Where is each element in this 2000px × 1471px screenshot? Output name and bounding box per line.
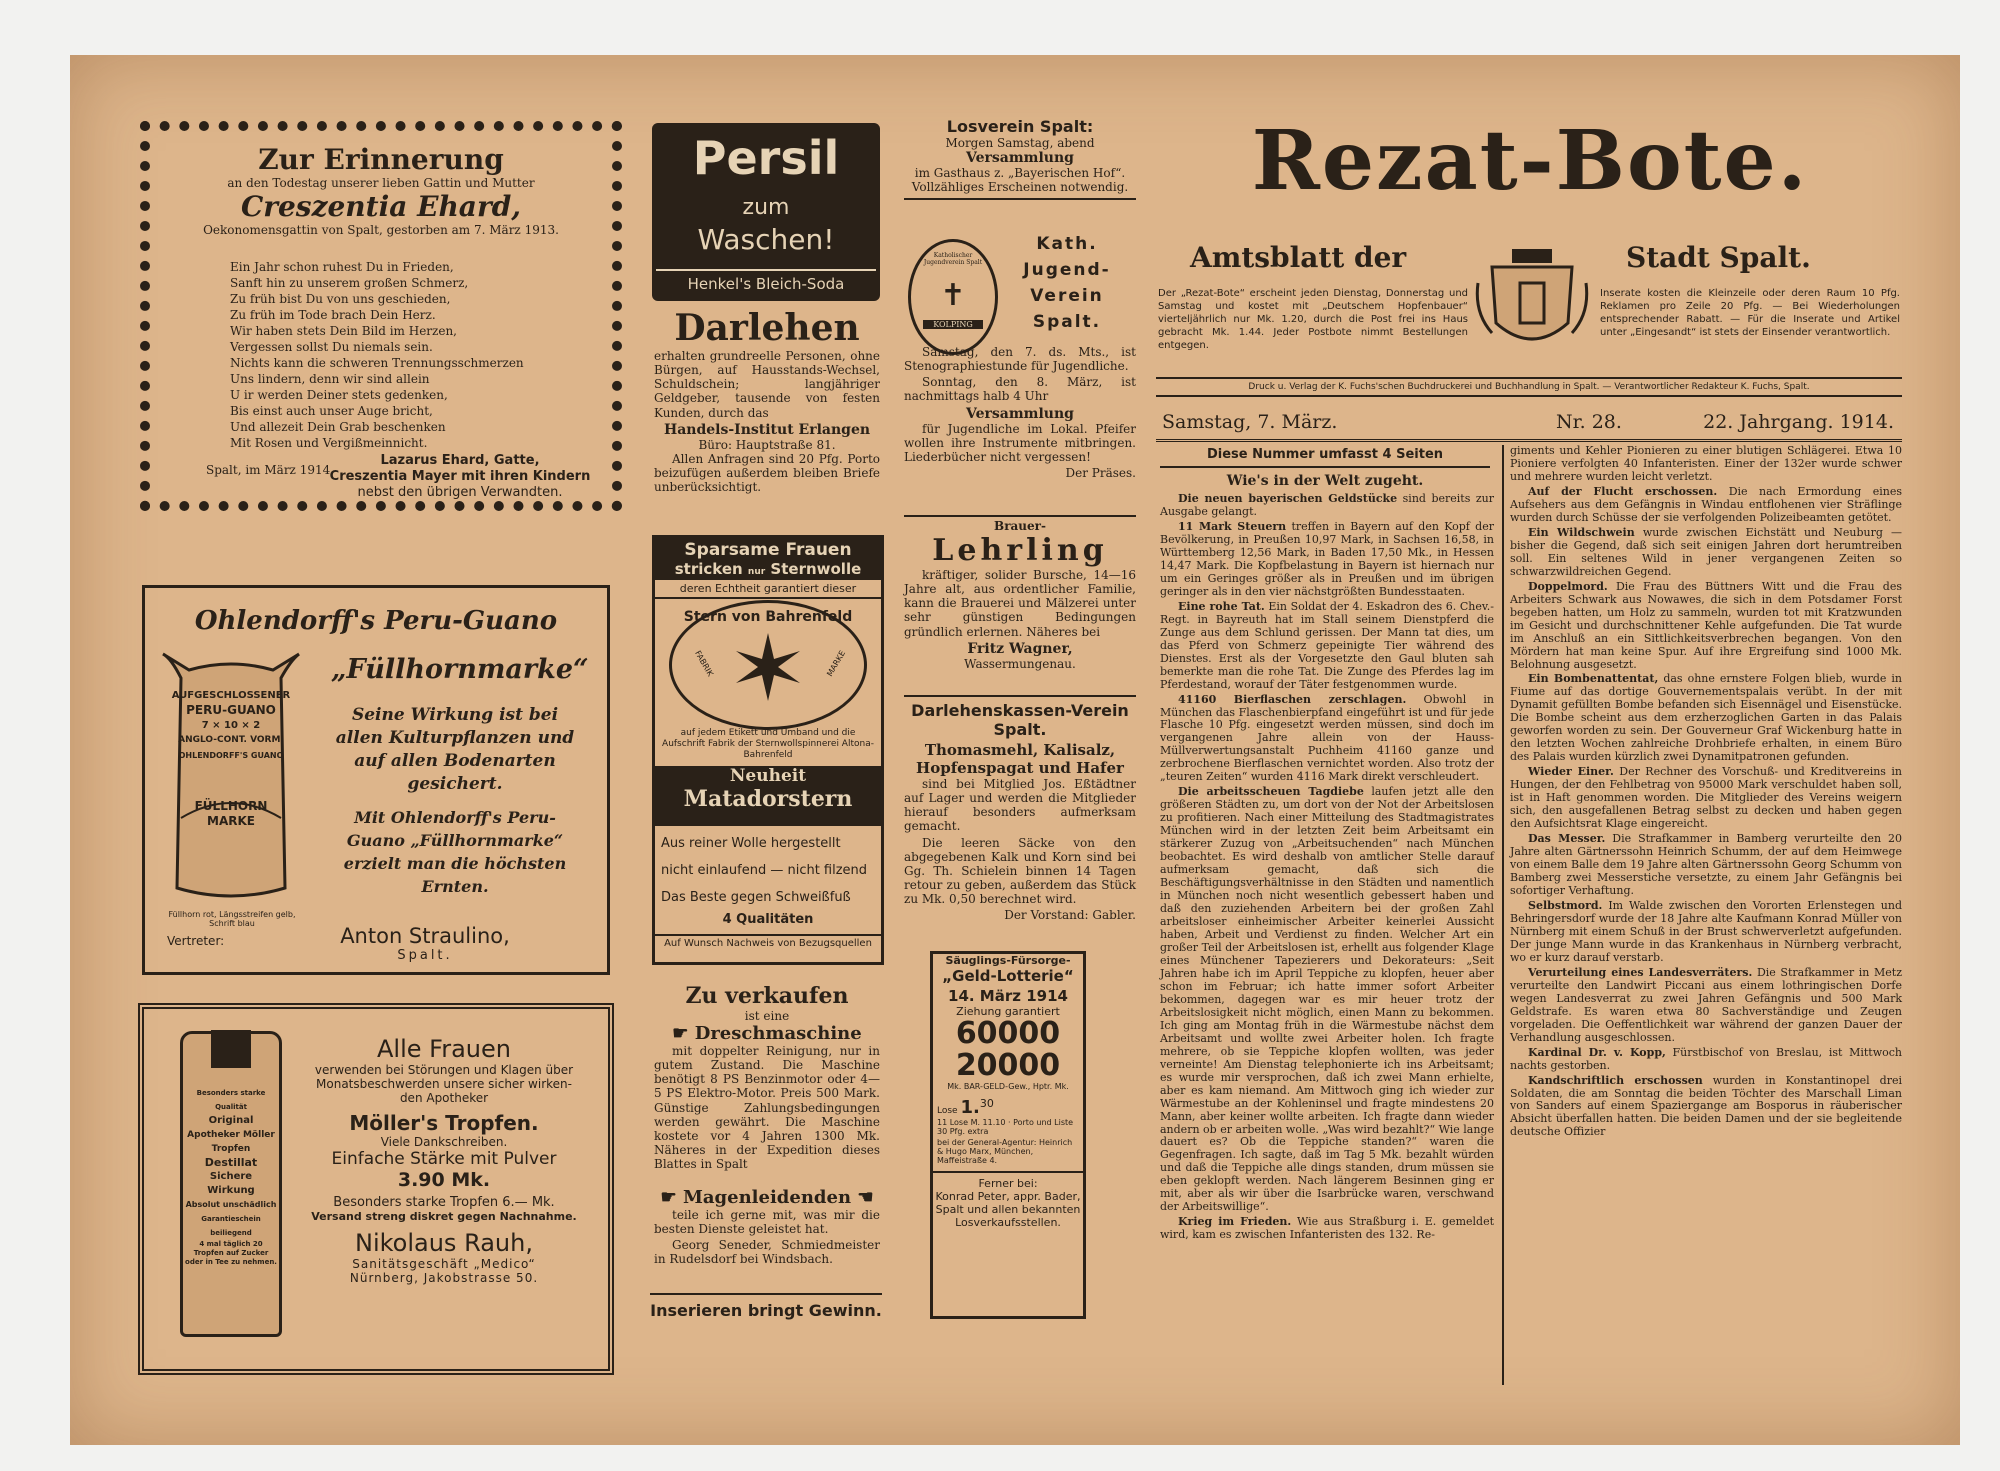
star-right: MARKE bbox=[825, 649, 848, 678]
bag-label: 7 × 10 × 2 bbox=[201, 720, 261, 731]
bottle-label: Besonders starke Qualität bbox=[196, 1089, 266, 1111]
magen-text: teile ich gerne mit, was mir die besten Dienste geleistet hat. bbox=[654, 1208, 880, 1237]
sternwolle-feature: nicht einlaufend — nicht filzend bbox=[661, 863, 868, 878]
pointing-hand-icon: ☚ bbox=[857, 1187, 874, 1208]
news-head: Verurteilung eines Landesverräters. bbox=[1528, 965, 1753, 979]
news-item bbox=[1510, 581, 1902, 672]
persil-line-2: Waschen! bbox=[697, 223, 835, 256]
memorial-notice bbox=[140, 121, 622, 511]
magen-title: Magenleidenden bbox=[682, 1187, 852, 1208]
lotterie-lose-price: 1. bbox=[960, 1097, 980, 1118]
frauen-simple: Einfache Stärke mit Pulver bbox=[331, 1149, 557, 1169]
memorial-sign-3: nebst den übrigen Verwandten. bbox=[357, 485, 563, 500]
losverein-notice bbox=[904, 117, 1136, 200]
news-text: Die nach Ermordung eines Aufsehers aus dem Gefängnis in Windau entflohenen vier Sträflinge wurden durch Schüsse der sie verfolgenden Polizeibeamten getötet. bbox=[1510, 484, 1903, 524]
news-text: treffen in Bayern auf den Kopf der Bevölkerung, in Preußen 10,97 Mark, in Sachsen 16,58, in Württemberg 12,56 Mark, in Baden 17,50 Mk., in Hessen 14,47 Mark. Die Kopfbelastung in Bayern ist hiernach nur um ein Geringes größer als in Preußen und im übrigen geringer als in den vier nächstgrößten Bundesstaaten. bbox=[1160, 519, 1494, 598]
issue-date: Samstag, 7. März. bbox=[1162, 411, 1338, 433]
verkaufen-title: Zu verkaufen bbox=[685, 983, 849, 1009]
bottle-label: Apotheker Möller Tropfen bbox=[187, 1130, 275, 1154]
news-text: Die Strafkammer in Bamberg verurteilte den 20 Jahre alten Gärtnerssohn Heinrich Schumm, der auf dem Heimwege von einem Balle dem 19 Jahre alten Gärtnerssohn Georg Schumm von Bamberg zwei Messerstiche versetzte, zu einem Jahr Gefängnis bei sofortiger Verhaftung. bbox=[1510, 832, 1902, 897]
darlehen-title: Darlehen bbox=[674, 307, 860, 349]
inserieren-slogan: Inserieren bringt Gewinn. bbox=[650, 1293, 882, 1320]
lotterie-ferner: Ferner bei: bbox=[978, 1177, 1038, 1190]
masthead-info-left: Der „Rezat-Bote“ erscheint jeden Dienstag, Donnerstag und Samstag und kostet mit „Deutschem Hopfenbauer“ vierteljährlich nur Mk. 1.20, durch die Post frei ins Haus gebracht Mk. 1.44. Jeder Postbote nimmt Bestellungen entgegen. bbox=[1158, 288, 1468, 351]
persil-ad bbox=[652, 123, 880, 301]
jugend-text-3: für Jugendliche im Lokal. Pfeifer wollen ihre Instrumente mitbringen. Liederbücher nicht vergessen! bbox=[904, 421, 1136, 464]
news-item bbox=[1510, 1075, 1902, 1140]
bag-label: ANGLO-CONT. VORM. bbox=[178, 735, 284, 745]
guano-rep-label: Vertreter: bbox=[167, 934, 225, 948]
bottle-label: 4 mal täglich 20 Tropfen auf Zucker oder in Tee zu nehmen. bbox=[185, 1240, 277, 1266]
sternwolle-feature: Das Beste gegen Schweißfuß bbox=[661, 890, 851, 905]
lotterie-lose-label: Lose bbox=[937, 1106, 958, 1116]
sternwolle-matador: Matadorstern bbox=[683, 786, 853, 812]
poem-line: Sanft hin zu unserem großen Schmerz, bbox=[230, 276, 469, 290]
lehrling-name: Fritz Wagner, bbox=[967, 640, 1073, 657]
news-head: Die arbeitsscheuen Tagdiebe bbox=[1178, 785, 1364, 799]
guano-rep-name: Anton Straulino, bbox=[340, 924, 510, 948]
bag-label: MARKE bbox=[207, 814, 255, 828]
news-head: Eine rohe Tat. bbox=[1178, 599, 1265, 613]
poem-line: Vergessen sollst Du niemals sein. bbox=[230, 340, 433, 354]
poem-line: Mit Rosen und Vergißmeinnicht. bbox=[230, 436, 428, 450]
news-item bbox=[1510, 900, 1902, 965]
darlehen-institute: Handels-Institut Erlangen bbox=[663, 421, 871, 438]
news-head: Das Messer. bbox=[1528, 832, 1606, 846]
guano-rep-place: Spalt. bbox=[397, 948, 453, 963]
lehrling-pre: Brauer- bbox=[994, 519, 1046, 533]
news-head: 11 Mark Steuern bbox=[1178, 519, 1287, 533]
masthead-subtitle-right: Stadt Spalt. bbox=[1626, 241, 1811, 274]
news-column-1 bbox=[1160, 493, 1494, 1244]
persil-maker: Henkel's Bleich-Soda bbox=[656, 269, 876, 293]
poem-line: Wir haben stets Dein Bild im Herzen, bbox=[230, 324, 457, 338]
darlehen-office: Büro: Hauptstraße 81. bbox=[698, 437, 836, 452]
guano-text-2: Mit Ohlendorff's Peru-Guano „Füllhornmarke“ erzielt man die höchsten Ernten. bbox=[343, 808, 567, 896]
news-text: Die Frau des Büttners Witt und die Frau des Arbeiters Schwark aus Nowawes, die sich in dem Potsdamer Forst begeben hatten, um Holz zu sammeln, wurden tot mit Kratzwunden im Gesicht und durchschnittener Kehle aufgefunden. Die Tat wurde im Anschluß an ein Sittlichkeitsverbrechen begangen. Von den Mördern hat man keine Spur. Auf ihre Ergreifung sind 1000 Mk. Belohnung ausgesetzt. bbox=[1510, 579, 1903, 671]
frauen-title: Alle Frauen bbox=[377, 1035, 511, 1063]
news-item bbox=[1510, 673, 1902, 764]
poem-line: Zu früh im Tode brach Dein Herz. bbox=[230, 308, 436, 322]
news-head: Kardinal Dr. v. Kopp, bbox=[1528, 1045, 1666, 1059]
news-item bbox=[1160, 694, 1494, 785]
lehrling-place: Wassermungenau. bbox=[964, 656, 1076, 671]
jugend-title: Jugend- bbox=[1023, 260, 1111, 280]
guano-text-1: Seine Wirkung ist bei allen Kulturpflanzen und auf allen Bodenarten gesichert. bbox=[335, 705, 575, 794]
lotterie-lose-unit: 30 bbox=[979, 1097, 994, 1110]
lotterie-agent: bei der General-Agentur: Heinrich & Hugo Marx, München, Maffeistraße 4. bbox=[937, 1138, 1073, 1165]
sternwolle-feature: Aus reiner Wolle hergestellt bbox=[661, 836, 841, 851]
news-item bbox=[1510, 445, 1902, 484]
frauen-line: Monatsbeschwerden unsere sicher wirken- bbox=[316, 1077, 572, 1091]
lehrling-ad bbox=[904, 515, 1136, 671]
jugend-title: Verein bbox=[1030, 286, 1104, 306]
bag-label: PERU-GUANO bbox=[186, 703, 276, 717]
sternwolle-etikett: auf jedem Etikett und Umband und die Aufschrift Fabrik der Sternwollspinnerei Altona-Bahrenfeld bbox=[662, 728, 874, 760]
bottle-label: Original bbox=[208, 1115, 254, 1126]
darlehenskasse-title: Darlehenskassen-Verein Spalt. bbox=[911, 701, 1129, 739]
lotterie-shops: Konrad Peter, appr. Bader, Spalt und allen bekannten Losverkaufsstellen. bbox=[935, 1190, 1081, 1229]
lotterie-prize: Mk. BAR-GELD-Gew., Hptr. Mk. bbox=[947, 1082, 1069, 1091]
frauen-seller-3: Nürnberg, Jakobstrasse 50. bbox=[349, 1271, 539, 1285]
news-text: wurde zwischen Eichstätt und Neuburg — bisher die Gegend, daß sich seit einigen Jahren dort herumtreiben soll. Ein seltenes Wild in jener vergangenen Zeiten so schwarzwildreichen Gegend. bbox=[1510, 525, 1903, 578]
losverein-line: Vollzähliges Erscheinen notwendig. bbox=[911, 180, 1129, 194]
frauen-shipping: Versand streng diskret gegen Nachnahme. bbox=[311, 1210, 577, 1223]
news-item bbox=[1160, 1216, 1494, 1242]
verkaufen-item: Dreschmaschine bbox=[694, 1023, 862, 1044]
sternwolle-guarantee: deren Echtheit garantiert dieser bbox=[655, 580, 881, 599]
pointing-hand-icon: ☛ bbox=[660, 1187, 677, 1208]
darlehen-note: Allen Anfragen sind 20 Pfg. Porto beizufügen außerdem bleiben Briefe unberücksichtigt. bbox=[654, 451, 880, 495]
poem-line: Bis einst auch unser Auge bricht, bbox=[230, 404, 433, 418]
news-item bbox=[1510, 486, 1902, 525]
darlehen-ad bbox=[654, 307, 880, 496]
bottle-label: Destillat bbox=[204, 1156, 258, 1169]
news-item bbox=[1510, 527, 1902, 579]
losverein-line: im Gasthaus z. „Bayerischen Hof“. bbox=[914, 166, 1126, 180]
jugend-meeting: Versammlung bbox=[966, 405, 1074, 422]
darlehenskasse-ad bbox=[904, 695, 1136, 922]
lotterie-amount-1: 60000 bbox=[955, 1016, 1061, 1051]
memorial-subheading: an den Todestag unserer lieben Gattin und Mutter bbox=[227, 176, 535, 190]
frauen-thanks: Viele Dankschreiben. bbox=[380, 1135, 508, 1149]
news-text: Wie aus Straßburg i. E. gemeldet wird, kam es zwischen Infanteristen des 132. Re- bbox=[1160, 1215, 1494, 1242]
pointing-hand-icon: ☛ bbox=[672, 1023, 689, 1044]
sternwolle-qualities: 4 Qualitäten bbox=[722, 912, 814, 927]
kolping-seal bbox=[908, 239, 998, 355]
news-text: das ohne ernstere Folgen blieb, wurde in Fiume auf das dortige Gouvernementspalais verübt. In der mit Dynamit gefüllten Bombe befanden sich Eisennägel und Eisenstücke. Die Bombe scheint aus dem erzherzoglichen Garten in das Palais geworfen worden zu sein. Der Gouverneur Graf Wickenburg hatte in den letzten Wochen zahlreiche Drohbriefe erhalten, in einem Büro des Palais wurden kürzlich zwei Dynamitpatronen gefunden. bbox=[1510, 672, 1902, 764]
seal-label: KOLPING bbox=[923, 320, 983, 329]
frauen-price: 3.90 Mk. bbox=[397, 1169, 491, 1191]
news-text: Der Rechner des Vorschuß- und Kreditvereins in Hungen, der den Fehlbetrag von 95000 Mark verschuldet haben soll, ist in Haft genommen worden. Die Mitglieder des Vereins weigern sich, den ausgefallenen Betrag selbst zu decken und haben gegen den Aufsichtsrat Klage eingereicht. bbox=[1510, 765, 1903, 831]
poem-line: Ein Jahr schon ruhest Du in Frieden, bbox=[230, 260, 454, 274]
news-text: Im Walde zwischen den Vororten Erlenstegen und Behringersdorf wurde der 18 Jahre alte Kaufmann Konrad Müller von Nürnberg mit einem Schuß in der Brust schwerverletzt aufgefunden. Der junge Mann wurde in das Krankenhaus in Nürnberg verbracht, wo er kurz darauf verstarb. bbox=[1510, 898, 1903, 964]
news-text: sind bereits zur Ausgabe gelangt. bbox=[1160, 492, 1494, 518]
news-text: wurden in Konstantinopel drei Soldaten, die am Sonntag die beiden Töchter des Marschall Liman von Sanders auf einem Spaziergange am Bosporus in räuberischer Absicht überfallen hatten. Die beiden Damen und der sie begleitende deutsche Offizier bbox=[1510, 1073, 1902, 1139]
news-text: laufen jetzt alle den größeren Städten zu, um dort von der Not der Arbeitslosen zu profitieren. Nach einer Mitteilung des Stadtmagistrates München wird in der letzten Zeit beim Arbeitsamt ein stärkerer Zuzug von „Arbeitsuchenden“ nach München beobachtet. Es wird deshalb von amtlicher Stelle darauf aufmerksam gemacht, daß sich die Beschäftigungsverhältnisse in den Städten und namentlich in München noch nicht wesentlich gebessert haben und daß den zuziehenden Arbeitern bei der großen Zahl arbeitsloser einheimischer Arbeiter keinerlei Aussicht haben, Arbeit und Verdienst zu finden. Welcher Art ein großer Teil der Arbeitslosen ist, erhellt aus folgender Klage eines Münchener Tapezierers und Dekorateurs: „Seit Jahren habe ich im April Teppiche zu klopfen, heuer aber schon im Februar; ich hatte immer sofort Arbeiter bekommen, dagegen war es mir heuer trotz der Arbeitslosigkeit nicht möglich, einen Mann zu bekommen. Ich ging am Montag früh in die Wärmestube nächst dem Arbeitsamt und wollte zwei Arbeiter holen. Ich fragte mehrere, ob sie Teppiche klopfen wollten, was jeder verneinte! Am Dienstag telephonierte ich ins Arbeitsamt; es wurde mir versprochen, daß ich zwei Mann erhielte, aber es kam niemand. Am Mittwoch ging ich wieder zur Wärmestube an der Kohleninsel und fragte mindestens 20 Mann, aber keiner wollte arbeiten. Ich fragte dann wieder andern ob er arbeiten wolle. „Was wird bezahlt?“ Wie lange dauert es? Ob die Teppiche standen?“ waren die Gegenfragen. Ich sagte, daß im Tag 5 Mk. bezahlt würden und daß die Teppiche alle dings standen, drum müssen sie eben geklopft werden. Nach längerem Besinnen ging er mit, aber als wir über die Isarbrücke waren, verschwand der Arbeitswillige“. bbox=[1160, 785, 1494, 1214]
masthead-info-right: Inserate kosten die Kleinzeile oder deren Raum 10 Pfg. Reklamen pro Zeile 20 Pfg. — Bei Wiederholungen entsprechender Rabatt. — Für die Inserate und Artikel unter „Eingesandt“ ist stets der Einsender verantwortlich. bbox=[1600, 288, 1900, 338]
memorial-heading: Zur Erinnerung bbox=[258, 143, 504, 176]
memorial-sign-1: Lazarus Ehard, Gatte, bbox=[380, 453, 540, 468]
news-item bbox=[1160, 493, 1494, 519]
losverein-title: Losverein Spalt: bbox=[946, 117, 1094, 136]
news-head: 41160 Bierflaschen zerschlagen. bbox=[1178, 692, 1407, 706]
news-text: Obwohl in München das Flaschenbierpfand eingeführt ist und für jede Flasche 10 Pfg. eingesetzt werden müssen, sind doch im vergangenen Jahre allein von der Hauss-Müllverwertungsanstalt Puchheim 41160 ganze und zerbrochene Bierflaschen vernichtet worden. Also trotz der „teuren Zeiten“ wurden 4116 Mark direkt verschleudert. bbox=[1160, 692, 1494, 784]
bottle-cork bbox=[211, 1030, 251, 1068]
star-icon bbox=[732, 631, 804, 703]
darlehenskasse-goods: Thomasmehl, Kalisalz, Hopfenspagat und Hafer bbox=[916, 741, 1124, 777]
news-text: Die Strafkammer in Metz verurteilte den Landwirt Piccani aus einem lothringischen Dorfe wegen Landesverrat zu zwei Jahren Gefängnis und 500 Mark Geldstrafe. Es waren etwa 80 Sachverständige und Zeugen vorgeladen. Die Oeffentlichkeit war während der ganzen Dauer der Verhandlung ausgeschlossen. bbox=[1510, 965, 1902, 1044]
masthead-title: Rezat-Bote. bbox=[1251, 113, 1809, 209]
news-head: Wieder Einer. bbox=[1528, 765, 1614, 779]
news-head: Selbstmord. bbox=[1528, 898, 1603, 912]
star-badge bbox=[669, 600, 867, 730]
lotterie-line-2: „Geld-Lotterie“ bbox=[942, 967, 1074, 985]
news-text: Fürstbischof von Breslau, ist Mittwoch nachts gestorben. bbox=[1510, 1045, 1902, 1072]
bottle-label: Absolut unschädlich bbox=[185, 1200, 277, 1209]
poem-line: Und allezeit Dein Grab beschenken bbox=[230, 420, 446, 434]
bag-label: FÜLLHORN bbox=[194, 799, 268, 813]
verkaufen-sub: ist eine bbox=[744, 1009, 790, 1023]
news-head: Kandschriftlich erschossen bbox=[1528, 1073, 1703, 1087]
verkaufen-text: mit doppelter Reinigung, nur in gutem Zustand. Die Maschine benötigt 8 PS Benzinmotor oder 4—5 PS Elektro-Motor. Preis 500 Mark. Günstige Zahlungsbedingungen werden gewährt. Die Maschine kostete vor 4 Jahren 1300 Mk. Näheres in der Expedition dieses Blattes in Spalt bbox=[654, 1044, 880, 1172]
sternwolle-ad bbox=[652, 535, 884, 965]
news-item bbox=[1510, 766, 1902, 831]
poem-line: Uns lindern, denn wir sind allein bbox=[230, 372, 430, 386]
sternwolle-top: Sparsame Frauen bbox=[684, 540, 852, 560]
news-head: Auf der Flucht erschossen. bbox=[1528, 484, 1718, 498]
darlehenskasse-text-1: sind bei Mitglied Jos. Eßtädtner auf Lager und werden die Mitglieder hierauf besonders aufmerksam gemacht. bbox=[904, 777, 1136, 834]
issue-number: Nr. 28. bbox=[1556, 411, 1622, 433]
frauen-line: den Apotheker bbox=[399, 1091, 489, 1105]
verkaufen-ad bbox=[654, 983, 880, 1173]
jugend-title: Spalt. bbox=[1032, 312, 1102, 332]
lehrling-title: Lehrling bbox=[932, 533, 1108, 568]
dateline bbox=[1156, 407, 1902, 442]
darlehenskasse-text-2: Die leeren Säcke von den abgegebenen Kalk und Korn sind bei Gg. Th. Schielein binnen 14 Tagen retour zu geben, außerdem das Stück zu Mk. 0,50 berechnet wird. bbox=[904, 835, 1136, 907]
frauen-seller-2: Sanitätsgeschäft „Medico“ bbox=[352, 1257, 536, 1271]
sternwolle-neuheit: Neuheit bbox=[729, 766, 807, 786]
persil-brand: Persil bbox=[692, 131, 840, 185]
news-item bbox=[1160, 601, 1494, 692]
sternwolle-verb: stricken bbox=[674, 560, 743, 578]
darlehenskasse-sign: Der Vorstand: Gabler. bbox=[1004, 908, 1136, 923]
bottle-label: Garantieschein beiliegend bbox=[201, 1215, 261, 1237]
losverein-line: Morgen Samstag, abend bbox=[945, 136, 1095, 150]
lotterie-ad bbox=[930, 951, 1086, 1319]
news-text: Ein Soldat der 4. Eskadron des 6. Chev.-Regt. in Bayreuth hat im Stall seinem Dienstpferd die Zunge aus dem Schlund gerissen. Der Mann tat dies, um das Pferd von Schmerz gepeinigte Tier während des Dienstes. Erst als der Vorgesetzte den Gaul bluten sah bemerkte man die rohe Tat. Die Zunge des Pferdes lag im Pferdestand, worauf der Täter festgenommen wurde. bbox=[1160, 599, 1494, 691]
news-item bbox=[1160, 521, 1494, 599]
lotterie-date: 14. März 1914 bbox=[948, 987, 1068, 1005]
news-column-2 bbox=[1510, 445, 1902, 1141]
guano-brand: „Füllhornmarke“ bbox=[331, 654, 589, 685]
poem-line: U ir werden Deiner stets gedenken, bbox=[230, 388, 448, 402]
issue-year: 22. Jahrgang. 1914. bbox=[1703, 411, 1894, 433]
lehrling-text: kräftiger, solider Bursche, 14—16 Jahre alt, aus ordentlicher Familie, kann die Brauerei und Mälzerei unter sehr günstigen Bedingungen gründlich erlernen. Näheres bei bbox=[904, 568, 1136, 639]
guano-bag-illustration bbox=[161, 648, 301, 910]
frauen-line: verwenden bei Störungen und Klagen über bbox=[314, 1063, 574, 1077]
guano-title: Ohlendorff's Peru-Guano bbox=[194, 606, 558, 636]
news-head: Ein Bombenattentat, bbox=[1528, 672, 1659, 686]
news-item bbox=[1160, 786, 1494, 1214]
bottle-illustration bbox=[180, 1031, 282, 1337]
seal-ring: Katholischer Jugendverein Spalt bbox=[923, 252, 983, 266]
sternwolle-only: nur bbox=[747, 567, 766, 577]
bag-label: OHLENDORFF'S GUANO bbox=[178, 751, 284, 760]
poem-line: Nichts kann die schweren Trennungsschmerzen bbox=[230, 356, 524, 370]
memorial-name: Creszentia Ehard, bbox=[240, 190, 522, 223]
news-item bbox=[1510, 967, 1902, 1045]
news-item bbox=[1510, 833, 1902, 898]
magen-sign: Georg Seneder, Schmiedmeister in Rudelsdorf bei Windsbach. bbox=[654, 1238, 880, 1267]
memorial-detail: Oekonomensgattin von Spalt, gestorben am 7. März 1913. bbox=[203, 223, 559, 237]
masthead-subtitle-left: Amtsblatt der bbox=[1190, 241, 1407, 274]
star-left: FABRIK bbox=[693, 649, 715, 678]
darlehen-text: erhalten grundreelle Personen, ohne Bürgen, auf Hausstands-Wechsel, Schuldschein; langjähriger Geldgeber, tausende von festen Kunden, durch das bbox=[654, 349, 880, 420]
jugend-text-2: Sonntag, den 8. März, ist nachmittags halb 4 Uhr bbox=[904, 375, 1136, 404]
sternwolle-request: Auf Wunsch Nachweis von Bezugsquellen bbox=[655, 934, 881, 949]
frauen-seller: Nikolaus Rauh, bbox=[355, 1229, 533, 1257]
memorial-poem bbox=[230, 259, 590, 451]
jugend-sign: Der Präses. bbox=[1065, 466, 1136, 481]
bag-label: AUFGESCHLOSSENER bbox=[171, 690, 291, 701]
news-head: Krieg im Frieden. bbox=[1178, 1215, 1292, 1229]
jugend-text-1: Samstag, den 7. ds. Mts., ist Stenographiestunde für Jugendliche. bbox=[904, 345, 1136, 374]
coat-of-arms-icon bbox=[1472, 243, 1592, 359]
lotterie-amount-2: 20000 bbox=[955, 1048, 1061, 1083]
poem-line: Zu früh bist Du von uns geschieden, bbox=[230, 292, 451, 306]
star-title: Stern von Bahrenfeld bbox=[683, 609, 853, 625]
issue-pages: Diese Nummer umfasst 4 Seiten bbox=[1160, 447, 1490, 468]
news-head: Die neuen bayerischen Geldstücke bbox=[1178, 492, 1398, 505]
memorial-place: Spalt, im März 1914. bbox=[206, 463, 335, 477]
news-head: Ein Wildschwein bbox=[1528, 525, 1635, 539]
column-divider bbox=[1502, 445, 1504, 1385]
newspaper-sheet bbox=[70, 55, 1960, 1445]
frauen-ad bbox=[138, 1003, 614, 1375]
frauen-strong: Besonders starke Tropfen 6.— Mk. bbox=[333, 1195, 555, 1210]
lotterie-line-1: Säuglings-Fürsorge- bbox=[945, 954, 1071, 967]
cross-handshake-icon: ✝ bbox=[940, 278, 966, 313]
sternwolle-name: Sternwolle bbox=[770, 560, 862, 578]
masthead-printer: Druck u. Verlag der K. Fuchs'schen Buchdruckerei und Buchhandlung in Spalt. — Verantwortlicher Redakteur K. Fuchs, Spalt. bbox=[1156, 377, 1902, 397]
magen-ad bbox=[654, 1187, 880, 1269]
frauen-product: Möller's Tropfen. bbox=[349, 1111, 539, 1135]
lotterie-lose-detail: 11 Lose M. 11.10 · Porto und Liste 30 Pfg. extra bbox=[937, 1118, 1074, 1136]
memorial-sign-2: Creszentia Mayer mit ihren Kindern bbox=[329, 469, 591, 484]
news-text: giments und Kehler Pionieren zu einer blutigen Schlägerei. Etwa 10 Pioniere verfolgten 40 Infanteristen. Einer der 132er wurde schwer und mehrere wurden leicht verletzt. bbox=[1510, 444, 1902, 483]
guano-ad bbox=[142, 585, 610, 975]
jugend-title: Kath. bbox=[1036, 234, 1098, 254]
guano-bag-note: Füllhorn rot, Längsstreifen gelb, Schrift blau bbox=[168, 910, 296, 928]
losverein-line: Versammlung bbox=[966, 150, 1074, 166]
bottle-label: Sichere Wirkung bbox=[207, 1171, 255, 1196]
darlehen-body bbox=[654, 349, 880, 494]
persil-line-1: zum bbox=[742, 195, 790, 220]
lotterie-draw: Ziehung garantiert bbox=[956, 1005, 1060, 1018]
news-section-title: Wie's in der Welt zugeht. bbox=[1226, 473, 1424, 489]
news-head: Doppelmord. bbox=[1528, 579, 1608, 593]
news-item bbox=[1510, 1047, 1902, 1073]
